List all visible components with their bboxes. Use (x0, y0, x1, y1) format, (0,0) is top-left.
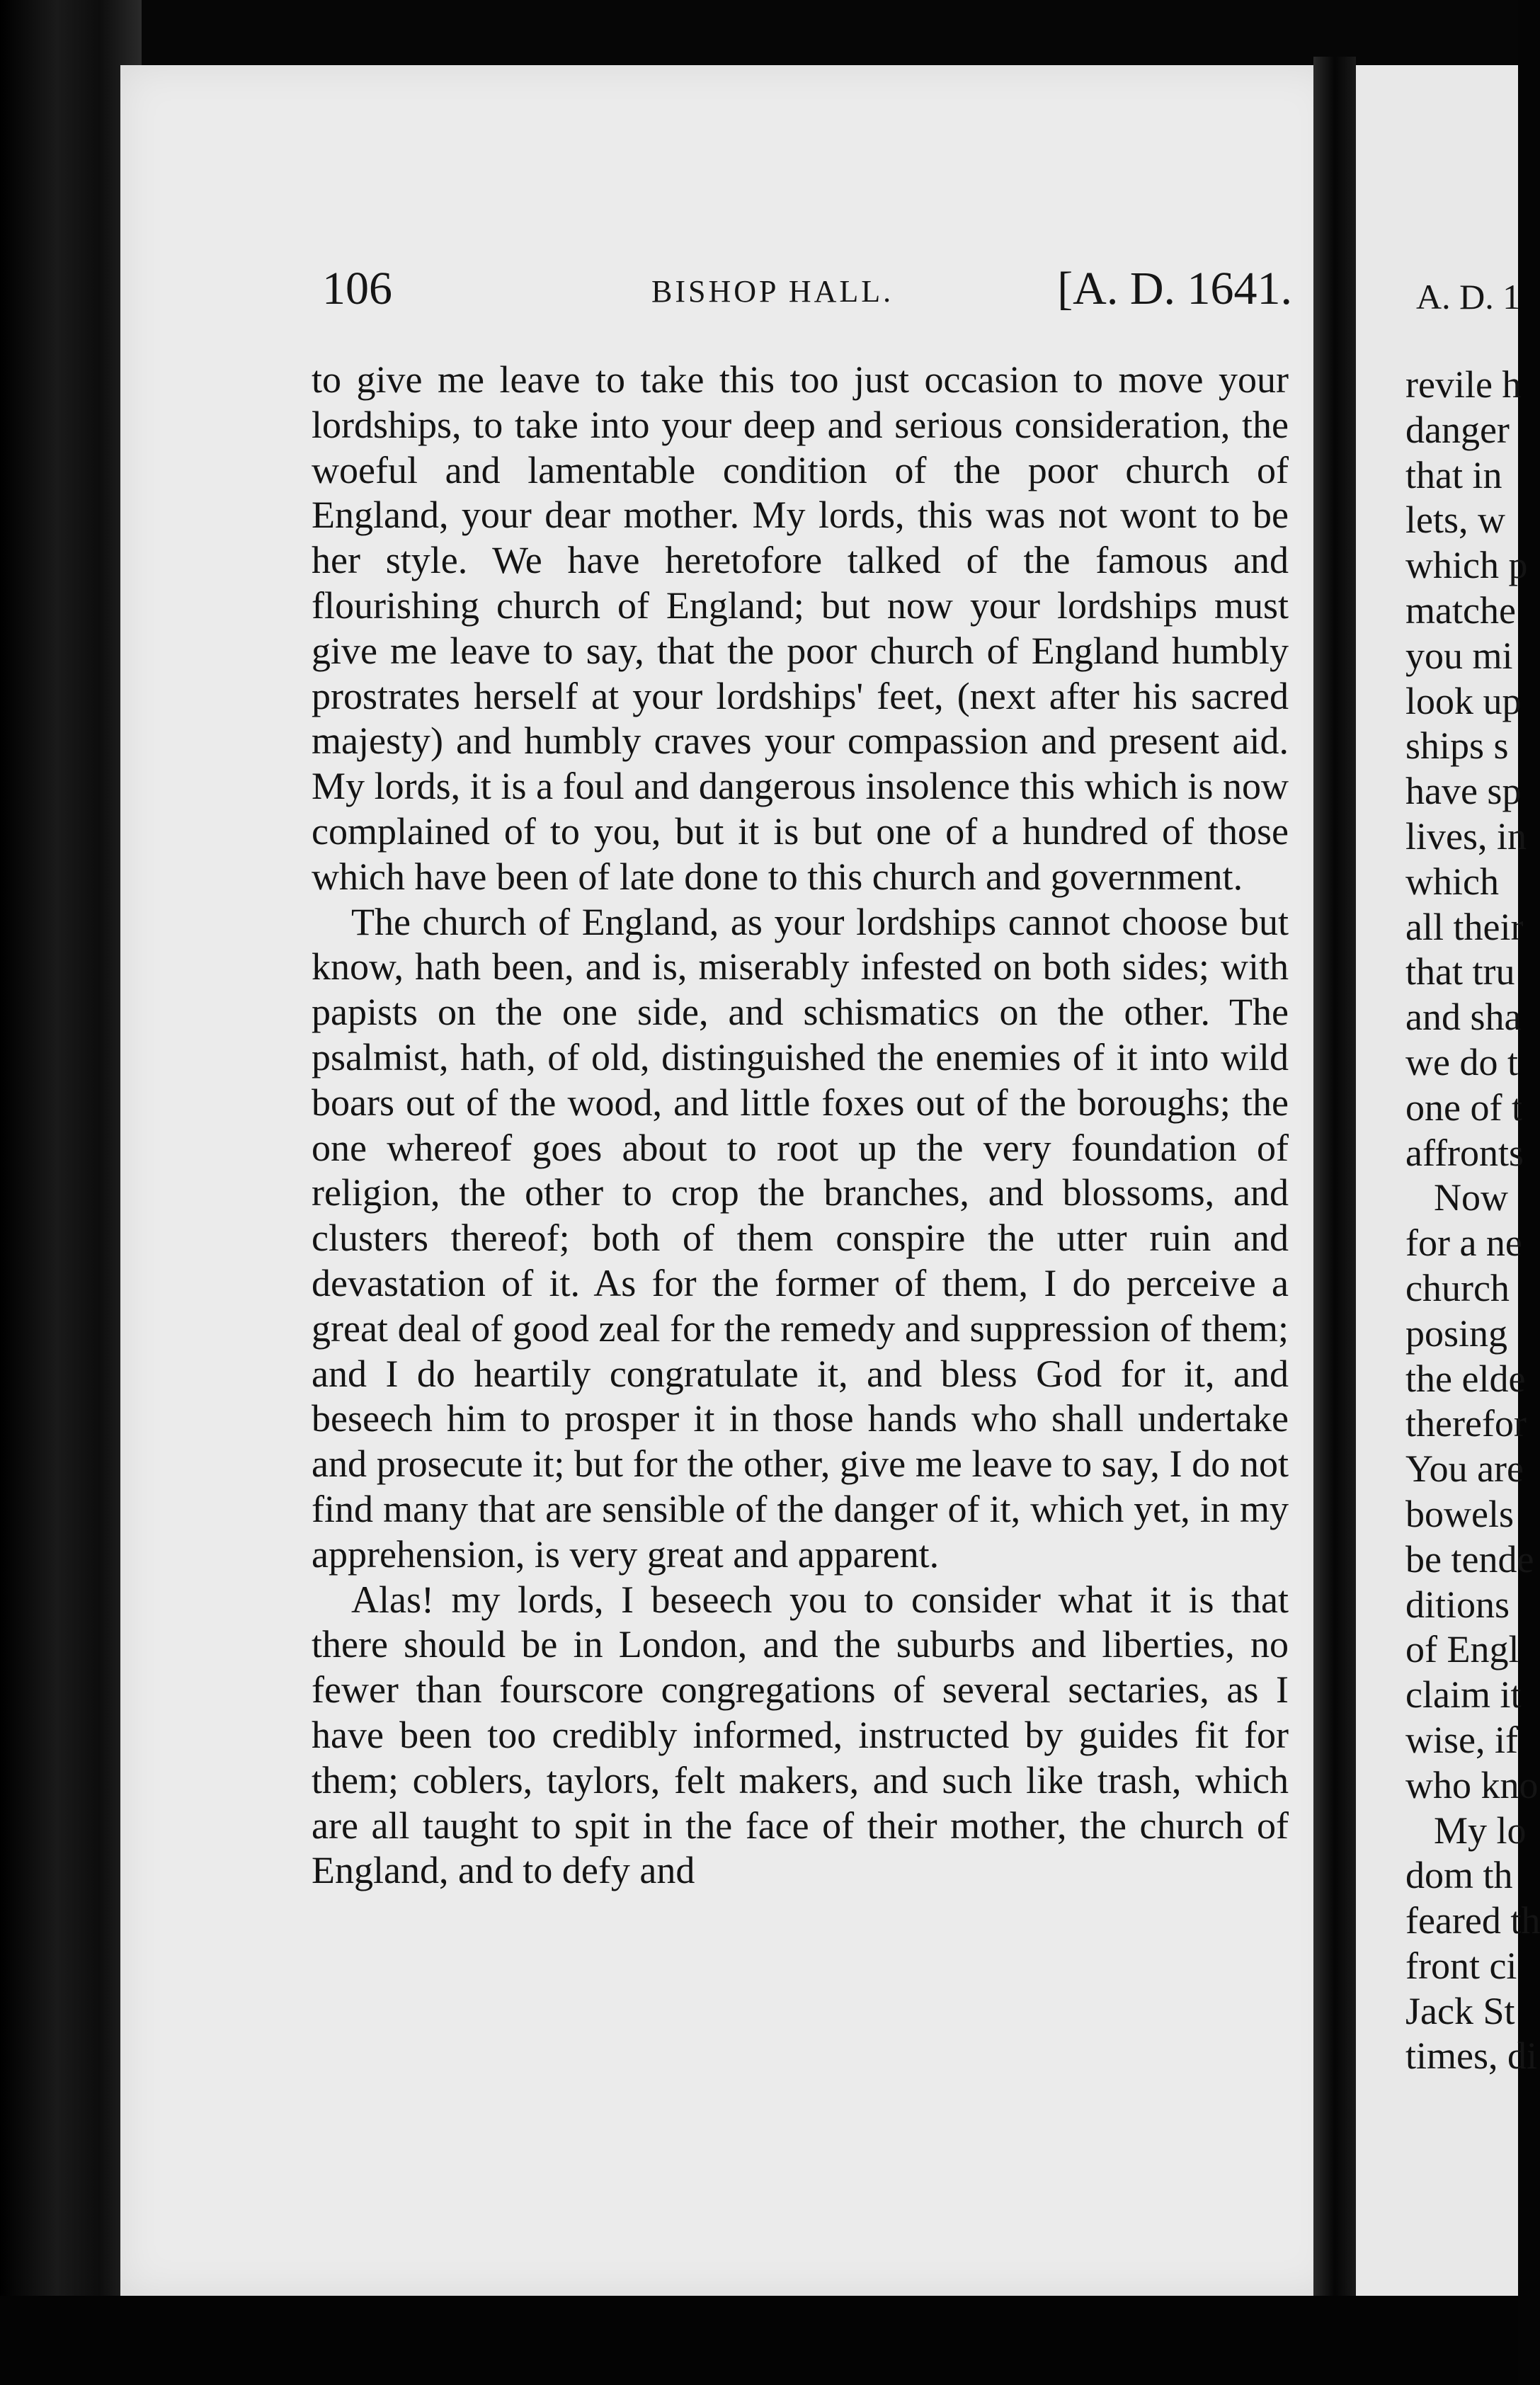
body-text (312, 358, 1289, 1894)
right-page-line: that tru (1405, 950, 1515, 994)
right-page-line: lets, w (1405, 499, 1505, 542)
right-page-line: we do t (1405, 1040, 1518, 1083)
paragraph: to give me leave to take this too just occasion to move your lordships, to take into your deep and serious consideration, the woeful and lamentable condition of the poor church of England, your dear mother. My lords, this was not wont to be her style. We have heretofore talked of the famous and flourishing church of England; but now your lordships must give me leave to say, that the poor church of England humbly prostrates herself at your lordships' feet, (next after his sacred majesty) and humbly craves your compassion and present aid. My lords, it is a foul and dangerous insolence this which is now complained of to you, but it is but one of a hundred of those which have been of late done to this church and government. (312, 358, 1289, 898)
right-page-line: times, di (1405, 2034, 1537, 2078)
paragraph: Alas! my lords, I beseech you to consider what it is that there should be in London, and the suburbs and liberties, no fewer than fourscore congregations of several sectaries, as I have been too credibly informed, instructed by guides fit for them; coblers, taylors, felt makers, and such like trash, which are all taught to spit in the face of their mother, the church of England, and to defy and (312, 1578, 1289, 1892)
right-page-line: Jack St (1405, 1989, 1515, 2032)
page-number: 106 (322, 263, 392, 314)
right-page-line: ditions (1405, 1583, 1510, 1626)
right-page-line: affronts (1405, 1131, 1524, 1174)
paragraph: The church of England, as your lordships cannot choose but know, hath been, and is, miserably infested on both sides; with papists on the one side, and schismatics on the other. The psalmist, hath, of old, distinguished the enemies of it into wild boars out of the wood, and little foxes out of the boroughs; the one whereof goes about to root up the very foundation of religion, the other to crop the branches, and blossoms, and clusters thereof; both of them conspire the utter ruin and devastation of it. As for the former of them, I do perceive a great deal of good zeal for the remedy and suppression of them; and I do heartily congratulate it, and bless God for it, and beseech him to prosper it in those hands who shall undertake and prosecute it; but for the other, give me leave to say, I do not find many that are sensible of the danger of it, which yet, in my apprehension, is very great and apparent. (312, 900, 1289, 1576)
right-page-line: claim it (1405, 1673, 1522, 1717)
right-page-line: for a ne (1405, 1222, 1522, 1265)
right-page-line: danger (1405, 408, 1510, 451)
right-page-header: A. D. 1 (1416, 277, 1521, 317)
right-page-line: lives, in (1405, 814, 1527, 858)
scan-border (0, 2296, 1518, 2385)
right-page-line: look up (1405, 679, 1522, 722)
right-page-line: be tende (1405, 1537, 1534, 1581)
right-page-line: have sp (1405, 770, 1522, 813)
right-page-line: dom th (1405, 1854, 1513, 1897)
right-page-line: revile h (1405, 363, 1522, 406)
right-page-line: wise, if (1405, 1718, 1518, 1761)
right-page-line: matche (1405, 588, 1516, 632)
right-page-line: you mi (1405, 634, 1513, 677)
right-page-line: that in (1405, 453, 1502, 496)
right-page-text (1405, 363, 1540, 2079)
page-header (322, 262, 1292, 326)
right-page-line: feared th (1405, 1899, 1540, 1942)
right-page-line: who kno (1405, 1763, 1539, 1806)
right-page-line: Now (1434, 1176, 1508, 1219)
right-page-line: the elde (1405, 1357, 1526, 1400)
right-page-line: bowels (1405, 1492, 1514, 1535)
right-page-line: church (1405, 1266, 1510, 1309)
right-page-line: all their (1405, 905, 1524, 948)
right-page-line: My lo (1434, 1809, 1527, 1852)
year-heading: [A. D. 1641. (1057, 263, 1292, 314)
right-page-line: of Engl (1405, 1628, 1519, 1671)
running-title: BISHOP HALL. (651, 274, 894, 309)
right-page-line: front ci (1405, 1944, 1517, 1987)
right-page-line: You are (1405, 1447, 1524, 1491)
right-page-line: which p (1405, 544, 1528, 587)
right-page-line: ships s (1405, 724, 1509, 768)
right-page-line: one of t (1405, 1086, 1522, 1129)
right-page-line: posing (1405, 1311, 1508, 1355)
right-page-line: which (1405, 860, 1499, 903)
right-page-line: therefor (1405, 1402, 1527, 1445)
book-gutter (1313, 57, 1356, 2337)
right-page-line: and sha (1405, 996, 1522, 1039)
